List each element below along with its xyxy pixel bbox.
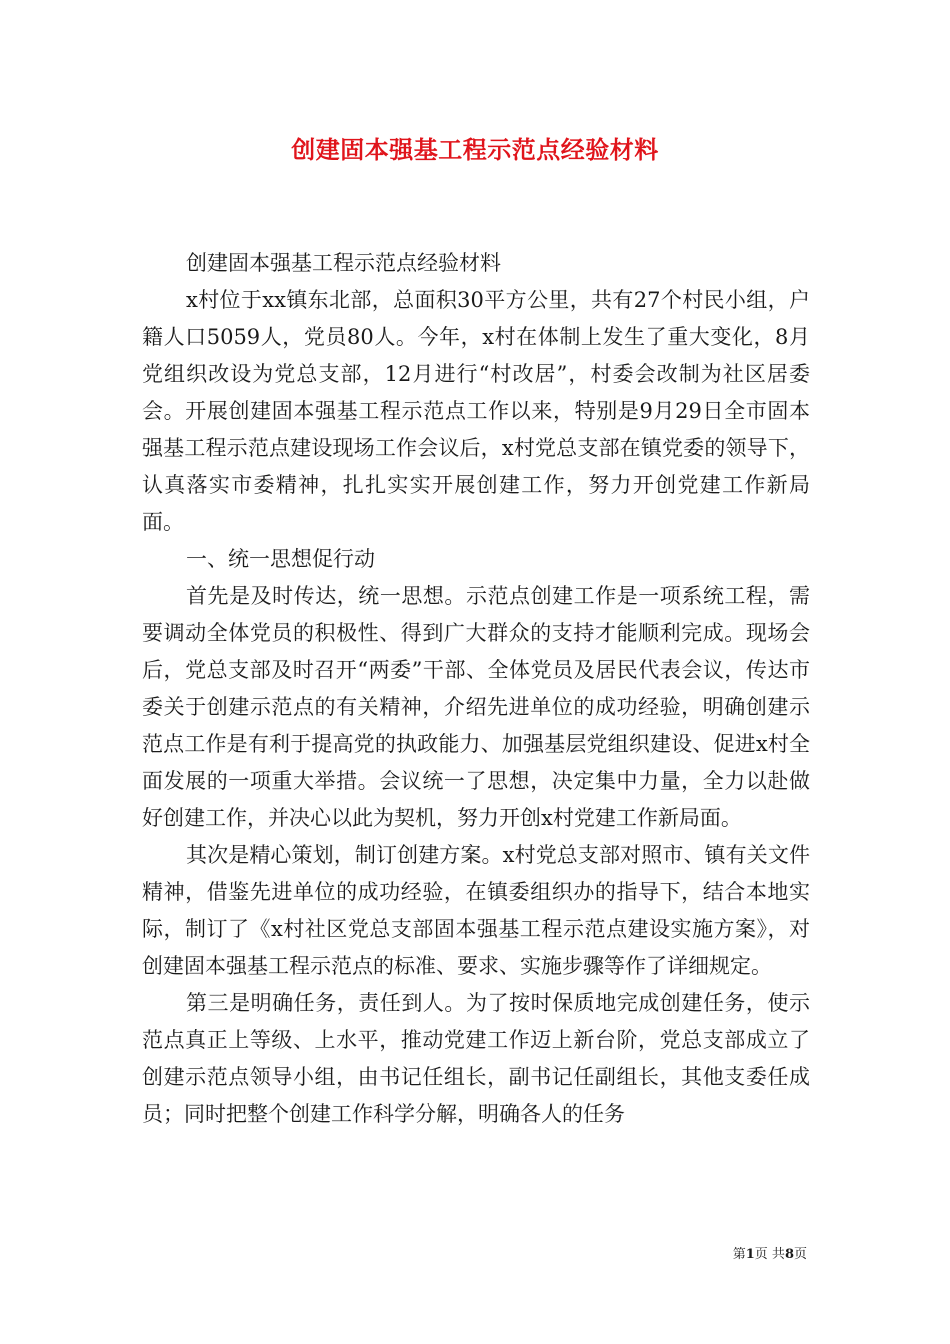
body-paragraph-intro: x村位于xx镇东北部，总面积30平方公里，共有27个村民小组，户籍人口5059人，党员80人。今年，x村在体制上发生了重大变化，8月党组织改设为党总支部，12月进行“村改居”，村委会改制为社区居委会。开展创建固本强基工程示范点工作以来，特别是9月29日全市固本强基工程示范点建设现场工作会议后，x村党总支部在镇党委的领导下，认真落实市委精神，扎扎实实开展创建工作，努力开创党建工作新局面。 [142, 288, 810, 534]
page-number [733, 1246, 807, 1264]
body-paragraph-subtitle: 创建固本强基工程示范点经验材料 [186, 251, 501, 275]
page-title: 创建固本强基工程示范点经验材料 [291, 135, 659, 164]
body-paragraph-second: 其次是精心策划，制订创建方案。x村党总支部对照市、镇有关文件精神，借鉴先进单位的成功经验，在镇委组织办的指导下，结合本地实际，制订了《x村社区党总支部固本强基工程示范点建设实施方案》，对创建固本强基工程示范点的标准、要求、实施步骤等作了详细规定。 [142, 843, 810, 978]
document-body [142, 245, 810, 1133]
body-paragraph-first: 首先是及时传达，统一思想。示范点创建工作是一项系统工程，需要调动全体党员的积极性、得到广大群众的支持才能顺利完成。现场会后，党总支部及时召开“两委”干部、全体党员及居民代表会议，传达市委关于创建示范点的有关精神，介绍先进单位的成功经验，明确创建示范点工作是有利于提高党的执政能力、加强基层党组织建设、促进x村全面发展的一项重大举措。会议统一了思想，决定集中力量，全力以赴做好创建工作，并决心以此为契机，努力开创x村党建工作新局面。 [142, 584, 810, 830]
current-page-number: 1 [745, 1247, 755, 1262]
total-pages-number: 8 [784, 1247, 794, 1262]
page-number-middle: 页 共 [754, 1247, 785, 1262]
body-paragraph-third: 第三是明确任务，责任到人。为了按时保质地完成创建任务，使示范点真正上等级、上水平，推动党建工作迈上新台阶，党总支部成立了创建示范点领导小组，由书记任组长，副书记任副组长，其他支委任成员；同时把整个创建工作科学分解，明确各人的任务 [142, 991, 810, 1126]
section-heading: 一、统一思想促行动 [186, 547, 375, 571]
page-number-prefix: 第 [732, 1247, 746, 1262]
page-number-suffix: 页 [793, 1247, 807, 1262]
